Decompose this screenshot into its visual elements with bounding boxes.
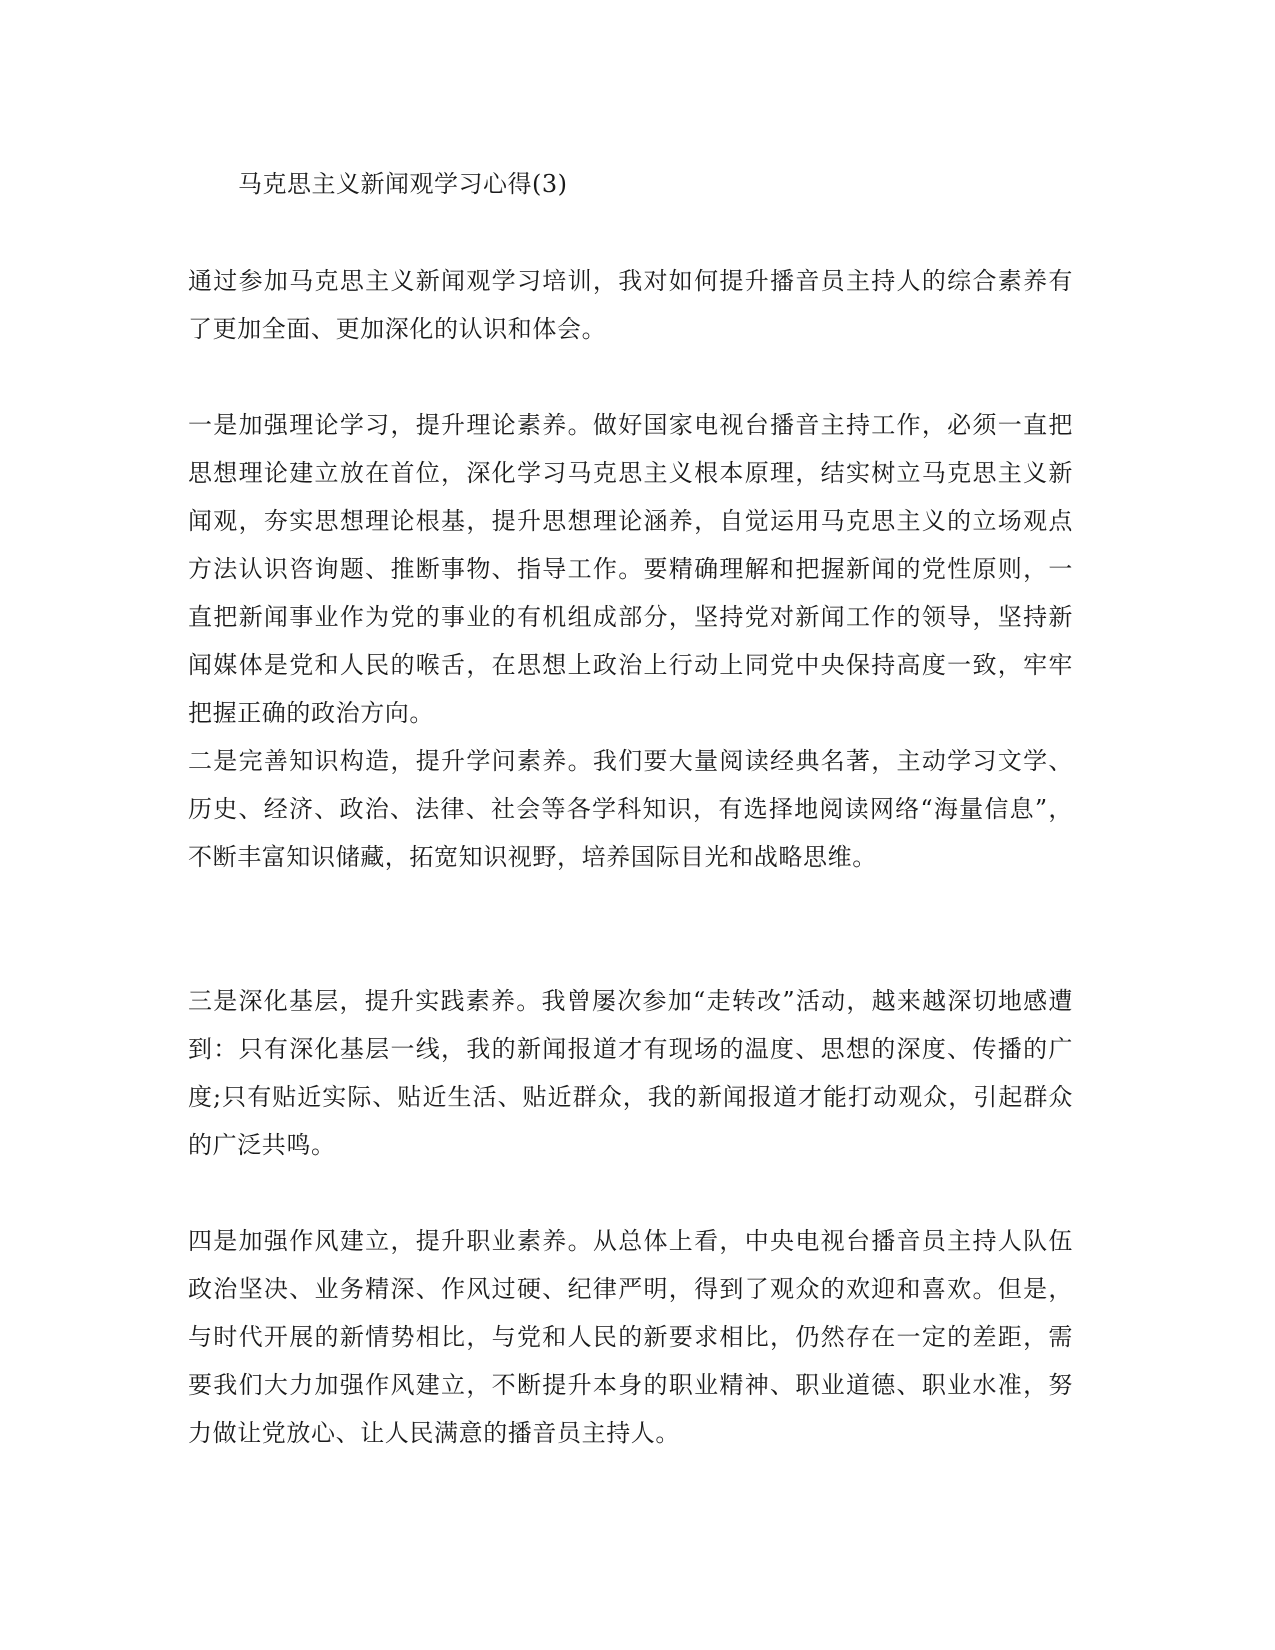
paragraph-grassroots-practice: 三是深化基层，提升实践素养。我曾屡次参加“走转改”活动，越来越深切地感遭到：只有深化基层一线，我的新闻报道才有现场的温度、思想的深度、传播的广度;只有贴近实际、贴近生活、贴近群众，我的新闻报道才能打动观众，引起群众的广泛共鸣。 [188,987,1073,1159]
document-title: 马克思主义新闻观学习心得(3) [238,170,568,198]
paragraph-knowledge-structure: 二是完善知识构造，提升学问素养。我们要大量阅读经典名著，主动学习文学、历史、经济、政治、法律、社会等各学科知识，有选择地阅读网络“海量信息”，不断丰富知识储藏，拓宽知识视野，培养国际目光和战略思维。 [188,747,1073,871]
intro-paragraph: 通过参加马克思主义新闻观学习培训，我对如何提升播音员主持人的综合素养有了更加全面、更加深化的认识和体会。 [188,267,1073,343]
paragraph-theory-study: 一是加强理论学习，提升理论素养。做好国家电视台播音主持工作，必须一直把思想理论建立放在首位，深化学习马克思主义根本原理，结实树立马克思主义新闻观，夯实思想理论根基，提升思想理论涵养，自觉运用马克思主义的立场观点方法认识咨询题、推断事物、指导工作。要精确理解和把握新闻的党性原则，一直把新闻事业作为党的事业的有机组成部分，坚持党对新闻工作的领导，坚持新闻媒体是党和人民的喉舌，在思想上政治上行动上同党中央保持高度一致，牢牢把握正确的政治方向。 [188,411,1073,727]
paragraph-professional-conduct: 四是加强作风建立，提升职业素养。从总体上看，中央电视台播音员主持人队伍政治坚决、业务精深、作风过硬、纪律严明，得到了观众的欢迎和喜欢。但是，与时代开展的新情势相比，与党和人民的新要求相比，仍然存在一定的差距，需要我们大力加强作风建立，不断提升本身的职业精神、职业道德、职业水准，努力做让党放心、让人民满意的播音员主持人。 [188,1227,1073,1447]
